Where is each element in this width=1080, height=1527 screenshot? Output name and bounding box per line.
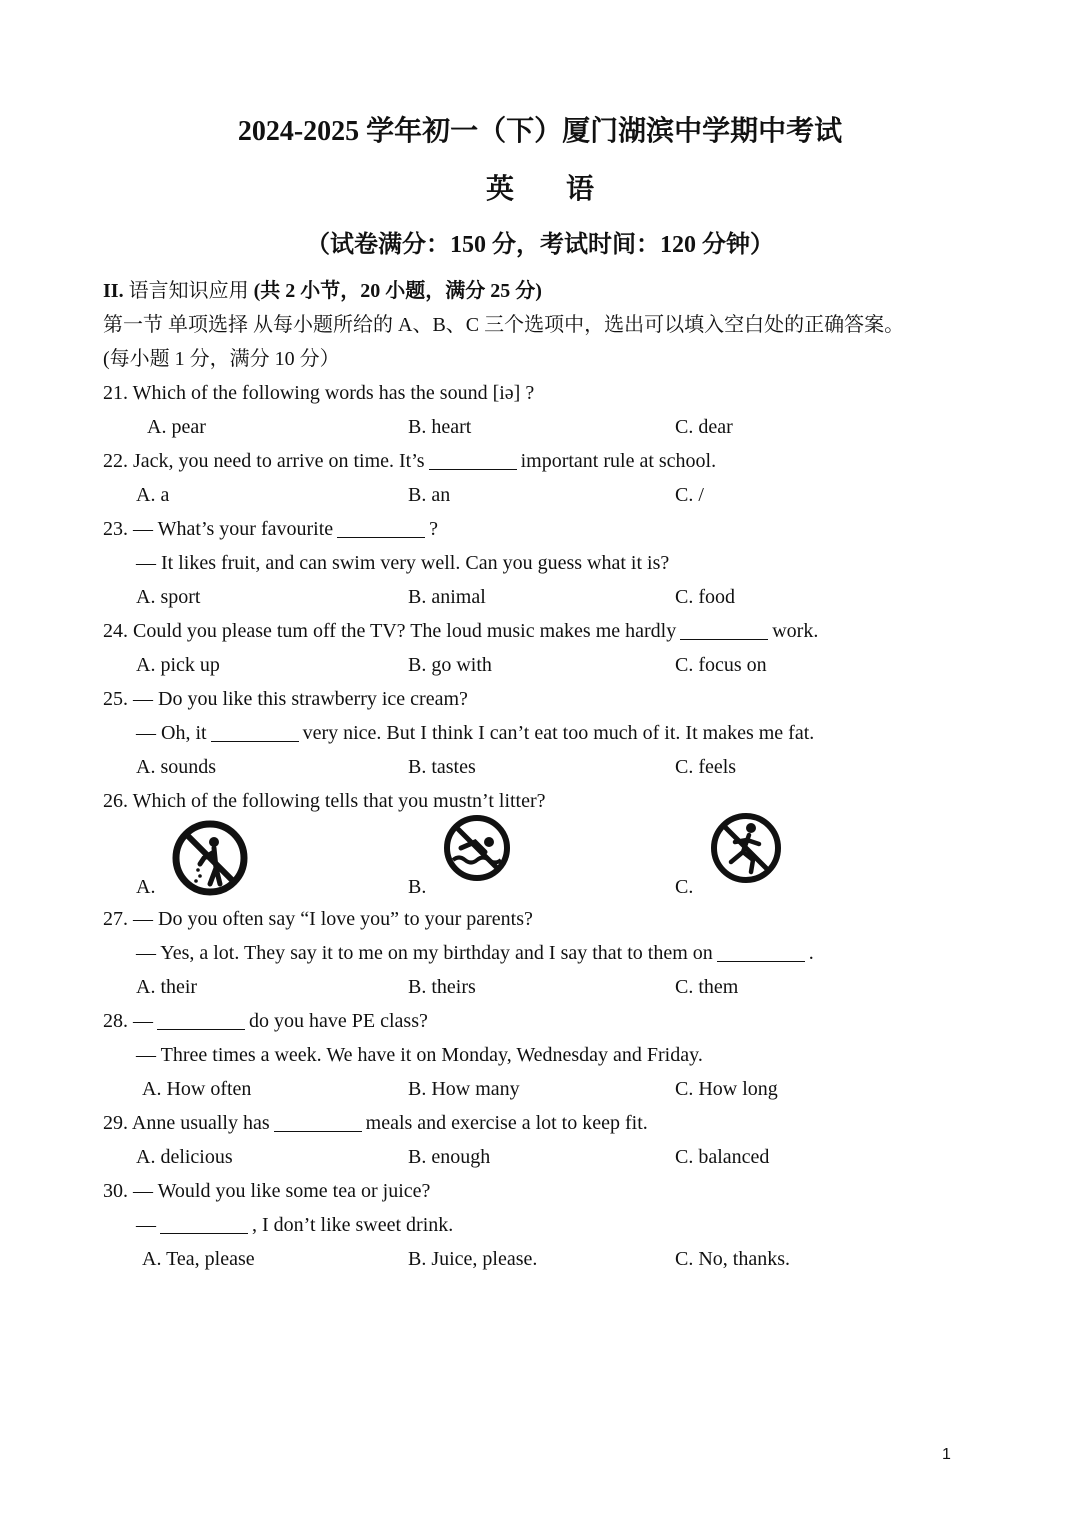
stem-text-after: do you have PE class? bbox=[249, 1010, 428, 1032]
question-29-stem bbox=[103, 1106, 1003, 1140]
question-27-stem: 27. — Do you often say “I love you” to your parents? bbox=[103, 908, 533, 930]
stem-text-after: important rule at school. bbox=[520, 450, 717, 472]
stem-text-after: ? bbox=[429, 518, 439, 540]
question-28-reply: — Three times a week. We have it on Monday, Wednesday and Friday. bbox=[136, 1044, 703, 1066]
question-21-options bbox=[103, 410, 1003, 444]
stem-text-after: meals and exercise a lot to keep fit. bbox=[365, 1112, 648, 1134]
answer-blank bbox=[717, 941, 805, 962]
stem-text: 22. Jack, you need to arrive on time. It’s bbox=[103, 450, 425, 472]
option-b: B. enough bbox=[408, 1146, 491, 1168]
page-number: 1 bbox=[942, 1446, 951, 1463]
answer-blank bbox=[337, 517, 425, 538]
question-24-options bbox=[103, 648, 1003, 682]
no-littering-icon bbox=[170, 818, 250, 898]
option-b: B. heart bbox=[408, 416, 472, 438]
option-b: B. How many bbox=[408, 1078, 520, 1100]
exam-content bbox=[103, 274, 1003, 1276]
question-23-options bbox=[103, 580, 1003, 614]
stem-text-after: . bbox=[808, 942, 814, 964]
option-b: B. animal bbox=[408, 586, 486, 608]
question-22-options bbox=[103, 478, 1003, 512]
option-a: A. their bbox=[136, 976, 198, 998]
question-27-options bbox=[103, 970, 1003, 1004]
question-30-options bbox=[103, 1242, 1003, 1276]
answer-blank bbox=[680, 619, 768, 640]
option-a: A. sounds bbox=[136, 756, 217, 778]
option-label: C. bbox=[675, 876, 694, 898]
exam-subject bbox=[0, 172, 1080, 208]
stem-text: 28. — bbox=[103, 1010, 153, 1032]
part-title: 第一节 单项选择 从每小题所给的 A、B、C 三个选项中，选出可以填入空白处的正确答案。 bbox=[103, 314, 905, 336]
question-23-reply: — It likes fruit, and can swim very well. Can you guess what it is? bbox=[136, 552, 670, 574]
exam-title: 2024-2025 学年初一（下）厦门湖滨中学期中考试 bbox=[237, 116, 843, 147]
no-swimming-icon bbox=[441, 812, 513, 884]
option-b: B. go with bbox=[408, 654, 492, 676]
stem-text-after: work. bbox=[772, 620, 819, 642]
option-c: C. How long bbox=[675, 1078, 778, 1100]
section-heading bbox=[103, 274, 1003, 308]
stem-text-after: , I don’t like sweet drink. bbox=[252, 1214, 454, 1236]
question-28-stem bbox=[103, 1004, 1003, 1038]
option-a: A. sport bbox=[136, 586, 201, 608]
option-c: C. / bbox=[675, 484, 704, 506]
section-note: (共 2 小节，20 小题，满分 25 分) bbox=[253, 280, 542, 302]
exam-meta: （试卷满分：150 分，考试时间：120 分钟） bbox=[306, 232, 774, 258]
option-c: C. feels bbox=[675, 756, 737, 778]
option-a bbox=[136, 818, 296, 902]
question-25-options bbox=[103, 750, 1003, 784]
answer-blank bbox=[429, 449, 517, 470]
stem-text: 23. — What’s your favourite bbox=[103, 518, 334, 540]
answer-blank bbox=[274, 1111, 362, 1132]
stem-text: 24. Could you please tum off the TV? The loud music makes me hardly bbox=[103, 620, 677, 642]
question-22-stem bbox=[103, 444, 1003, 478]
option-b: B. theirs bbox=[408, 976, 476, 998]
option-c: C. balanced bbox=[675, 1146, 770, 1168]
option-b: B. tastes bbox=[408, 756, 476, 778]
option-c: C. focus on bbox=[675, 654, 767, 676]
option-a: A. pear bbox=[147, 416, 206, 438]
question-26-options bbox=[103, 818, 1003, 902]
option-label: A. bbox=[136, 876, 156, 898]
stem-text-after: very nice. But I think I can’t eat too much of it. It makes me fat. bbox=[302, 722, 815, 744]
stem-text: — Yes, a lot. They say it to me on my birthday and I say that to them on bbox=[136, 942, 713, 964]
option-c bbox=[675, 818, 835, 902]
option-b: B. Juice, please. bbox=[408, 1248, 538, 1270]
section-name: 语言知识应用 bbox=[128, 280, 249, 302]
no-running-icon bbox=[707, 810, 785, 886]
question-25-stem: 25. — Do you like this strawberry ice cream? bbox=[103, 688, 468, 710]
stem-text: — bbox=[136, 1214, 156, 1236]
option-c: C. dear bbox=[675, 416, 733, 438]
option-a: A. How often bbox=[142, 1078, 252, 1100]
subject-char-1: 英 bbox=[485, 174, 514, 205]
section-roman: II. bbox=[103, 280, 124, 302]
subject-char-2: 语 bbox=[566, 174, 595, 205]
answer-blank bbox=[160, 1213, 248, 1234]
question-28-options bbox=[103, 1072, 1003, 1106]
part-note: (每小题 1 分，满分 10 分） bbox=[103, 348, 340, 370]
question-23-stem bbox=[103, 512, 1003, 546]
question-27-reply bbox=[103, 936, 1003, 970]
option-label: B. bbox=[408, 876, 427, 898]
question-24-stem bbox=[103, 614, 1003, 648]
question-25-reply bbox=[103, 716, 1003, 750]
option-c: C. them bbox=[675, 976, 739, 998]
option-c: C. No, thanks. bbox=[675, 1248, 790, 1270]
answer-blank bbox=[211, 721, 299, 742]
stem-text: 29. Anne usually has bbox=[103, 1112, 270, 1134]
option-a: A. Tea, please bbox=[142, 1248, 255, 1270]
question-30-stem: 30. — Would you like some tea or juice? bbox=[103, 1180, 431, 1202]
question-26-stem: 26. Which of the following tells that you mustn’t litter? bbox=[103, 790, 546, 812]
question-30-reply bbox=[103, 1208, 1003, 1242]
option-b bbox=[408, 818, 568, 902]
stem-text: — Oh, it bbox=[136, 722, 207, 744]
option-a: A. a bbox=[136, 484, 170, 506]
option-a: A. pick up bbox=[136, 654, 220, 676]
question-21-stem: 21. Which of the following words has the sound [iə] ? bbox=[103, 382, 535, 404]
question-29-options bbox=[103, 1140, 1003, 1174]
option-a: A. delicious bbox=[136, 1146, 233, 1168]
option-c: C. food bbox=[675, 586, 735, 608]
option-b: B. an bbox=[408, 484, 451, 506]
answer-blank bbox=[157, 1009, 245, 1030]
